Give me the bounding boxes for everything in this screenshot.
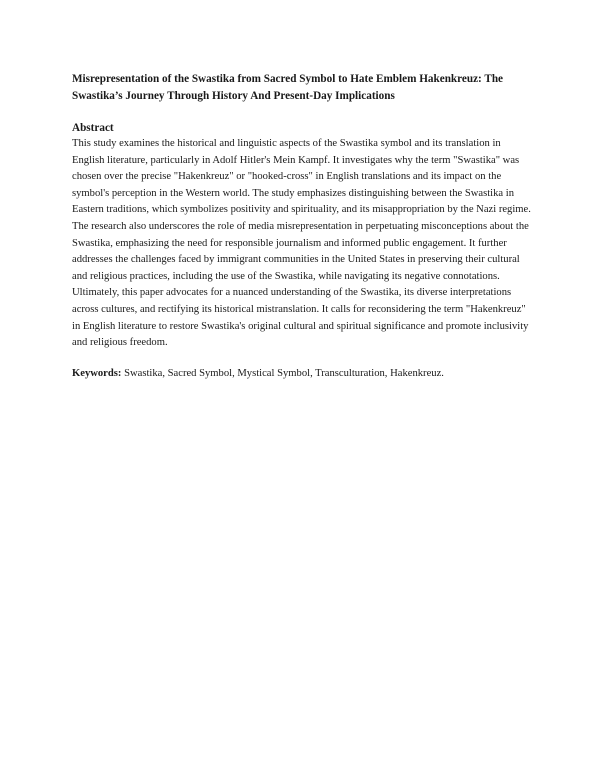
keywords-text: Swastika, Sacred Symbol, Mystical Symbol, Transculturation, Hakenkreuz. [124, 367, 444, 379]
abstract-heading: Abstract [72, 122, 114, 134]
paper-title: Misrepresentation of the Swastika from Sacred Symbol to Hate Emblem Hakenkreuz: The Swastika’s Journey Through History And Present-Day Implications [72, 73, 504, 102]
document-page [72, 71, 532, 382]
keywords-label: Keywords: [72, 367, 122, 379]
keywords-line [72, 366, 532, 383]
abstract-text: This study examines the historical and linguistic aspects of the Swastika symbol and its translation in English literature, particularly in Adolf Hitler's Mein Kampf. It investigates why the term "Swastika" was chosen over the precise "Hakenkreuz" or "hooked-cross" in English translations and its impact on the symbol's perception in the Western world. The study emphasizes distinguishing between the Swastika in Eastern traditions, which symbolizes positivity and spirituality, and its misappropriation by the Nazi regime. The research also underscores the role of media misrepresentation in perpetuating misconceptions about the Swastika, emphasizing the need for responsible journalism and informed public engagement. It further addresses the challenges faced by immigrant communities in the United States in preserving their cultural and religious practices, including the use of the Swastika, while navigating its negative connotations. Ultimately, this paper advocates for a nuanced understanding of the Swastika, its diverse interpretations across cultures, and rectifying its historical mistranslation. It calls for reconsidering the term "Hakenkreuz" in English literature to restore Swastika's original cultural and spiritual significance and promote inclusivity and religious freedom. [72, 138, 531, 349]
